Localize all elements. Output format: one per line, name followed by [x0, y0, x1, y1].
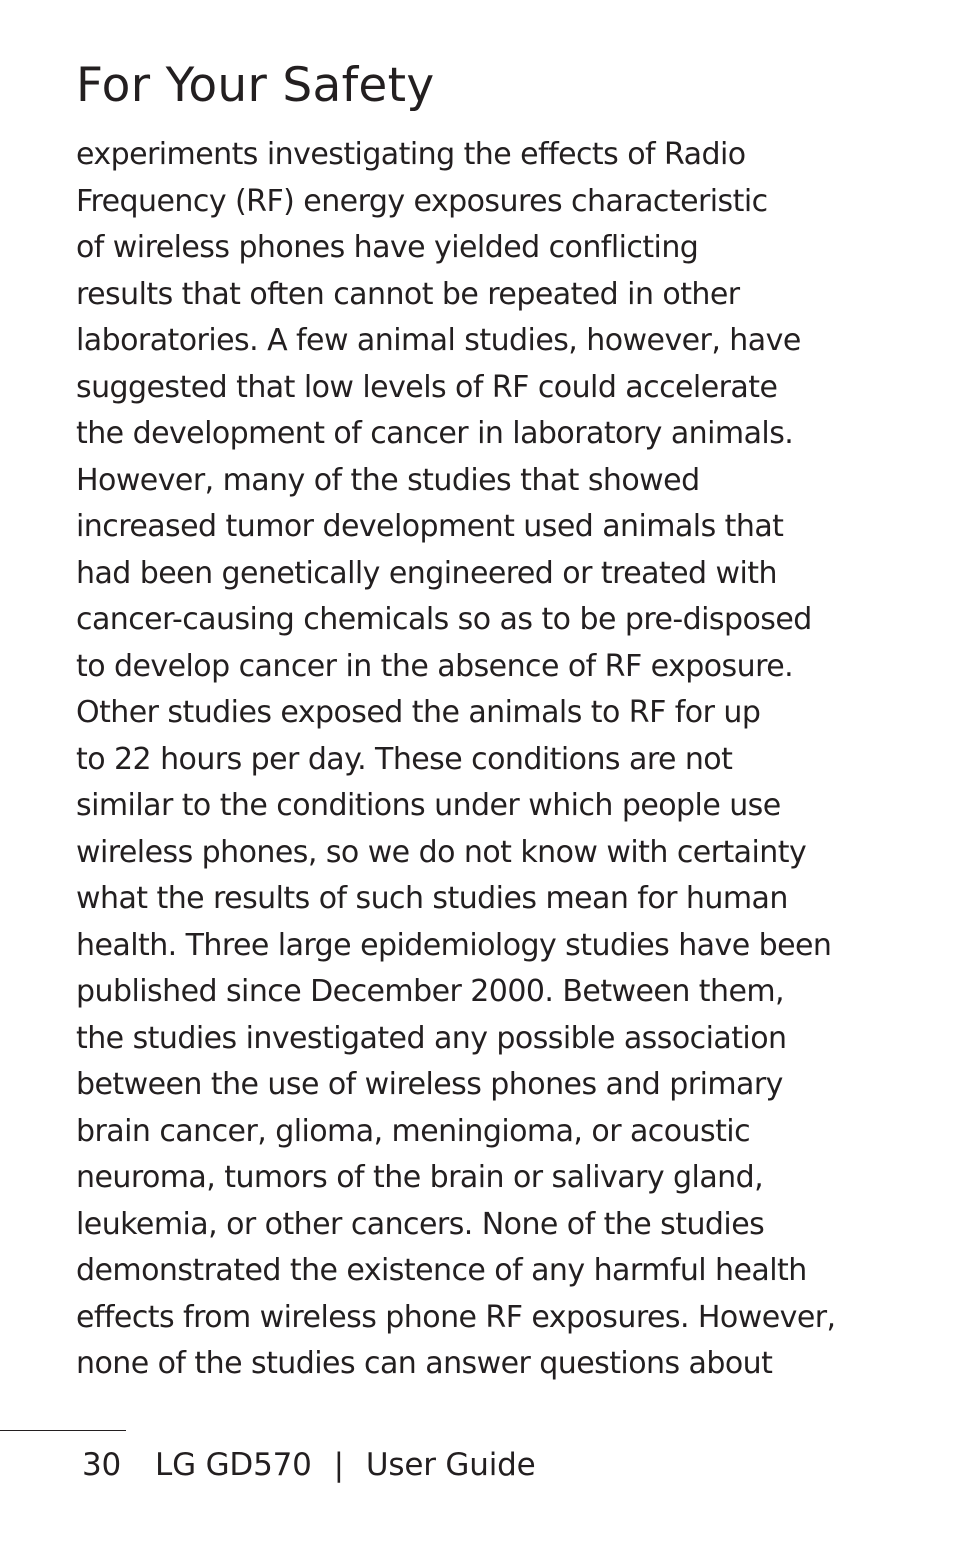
body-line: similar to the conditions under which people use	[76, 788, 781, 823]
body-line: demonstrated the existence of any harmful health	[76, 1253, 807, 1288]
body-line: laboratories. A few animal studies, however, have	[76, 323, 801, 358]
body-line: neuroma, tumors of the brain or salivary gland,	[76, 1160, 764, 1195]
body-line: brain cancer, glioma, meningioma, or acoustic	[76, 1113, 751, 1149]
body-line: However, many of the studies that showed	[76, 462, 700, 498]
body-line: Frequency (RF) energy exposures characteristic	[76, 183, 768, 219]
body-line: the development of cancer in laboratory animals.	[76, 416, 794, 451]
footer-model: LG GD570	[155, 1447, 312, 1483]
body-text	[76, 132, 936, 1388]
body-line: the studies investigated any possible association	[76, 1020, 787, 1056]
page-number: 30	[82, 1447, 122, 1483]
body-line: published since December 2000. Between them,	[76, 974, 785, 1009]
body-line: leukemia, or other cancers. None of the studies	[76, 1206, 765, 1242]
body-line: of wireless phones have yielded conflicting	[76, 230, 699, 265]
body-line: health. Three large epidemiology studies have been	[76, 927, 832, 963]
body-line: none of the studies can answer questions about	[76, 1346, 773, 1381]
body-line: effects from wireless phone RF exposures. However,	[76, 1299, 836, 1335]
page-title: For Your Safety	[76, 58, 435, 113]
body-line: increased tumor development used animals that	[76, 509, 784, 544]
page-footer	[82, 1443, 535, 1487]
body-line: had been genetically engineered or treated with	[76, 555, 777, 591]
body-line: to develop cancer in the absence of RF exposure.	[76, 648, 794, 684]
body-line: suggested that low levels of RF could accelerate	[76, 369, 778, 405]
footer-guide-label: User Guide	[365, 1447, 536, 1483]
body-line: cancer-causing chemicals so as to be pre-disposed	[76, 602, 812, 637]
body-line: wireless phones, so we do not know with certainty	[76, 834, 807, 870]
body-line: results that often cannot be repeated in other	[76, 276, 740, 312]
body-line: Other studies exposed the animals to RF for up	[76, 695, 761, 730]
body-line: experiments investigating the effects of Radio	[76, 137, 746, 172]
footer-divider	[0, 1430, 126, 1431]
body-line: what the results of such studies mean for human	[76, 881, 788, 916]
footer-separator: |	[333, 1447, 344, 1483]
body-line: between the use of wireless phones and primary	[76, 1067, 783, 1102]
body-line: to 22 hours per day. These conditions are not	[76, 741, 733, 777]
